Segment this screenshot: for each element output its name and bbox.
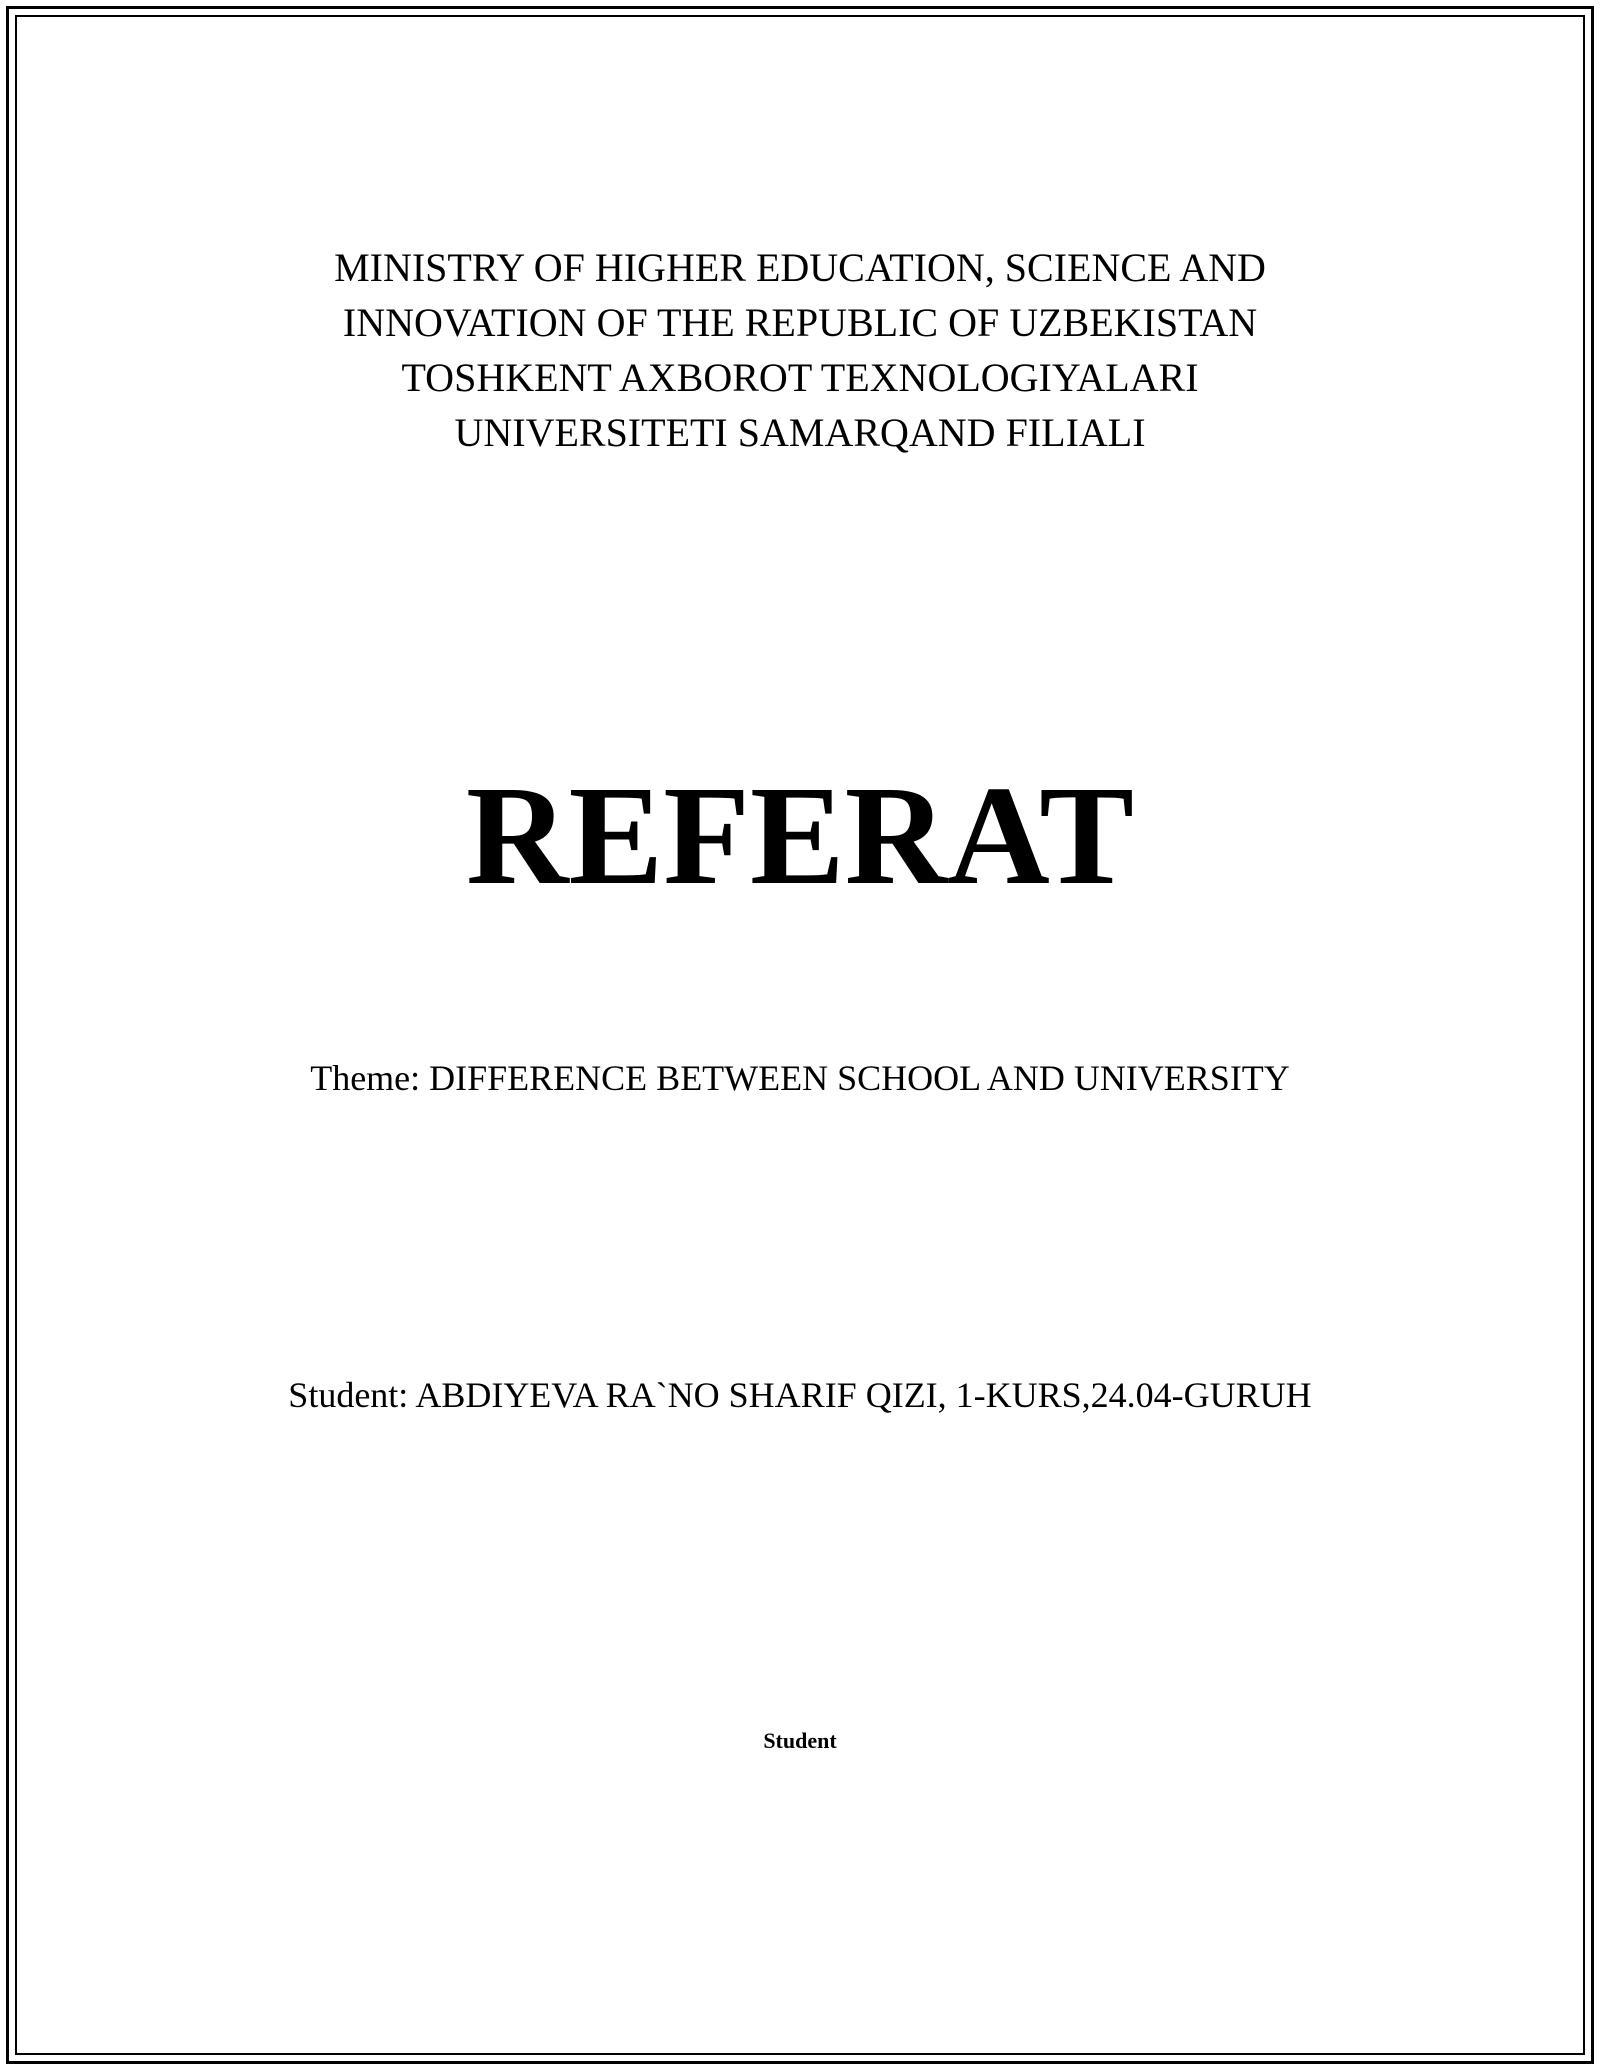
theme-line: Theme: DIFFERENCE BETWEEN SCHOOL AND UNIVERSITY [310, 1058, 1290, 1098]
document-title: REFERAT [466, 756, 1134, 914]
header-line-republic: INNOVATION OF THE REPUBLIC OF UZBEKISTAN [342, 300, 1258, 345]
institution-header [0, 240, 1600, 460]
header-line-university: TOSHKENT AXBOROT TEXNOLOGIYALARI [401, 355, 1199, 400]
header-line-ministry: MINISTRY OF HIGHER EDUCATION, SCIENCE AND [334, 245, 1266, 290]
header-line-branch: UNIVERSITETI SAMARQAND FILIALI [454, 410, 1146, 455]
student-info: Student: ABDIYEVA RA`NO SHARIF QIZI, 1-KURS,24.04-GURUH [288, 1375, 1312, 1415]
footer-student-label: Student [763, 1728, 837, 1753]
